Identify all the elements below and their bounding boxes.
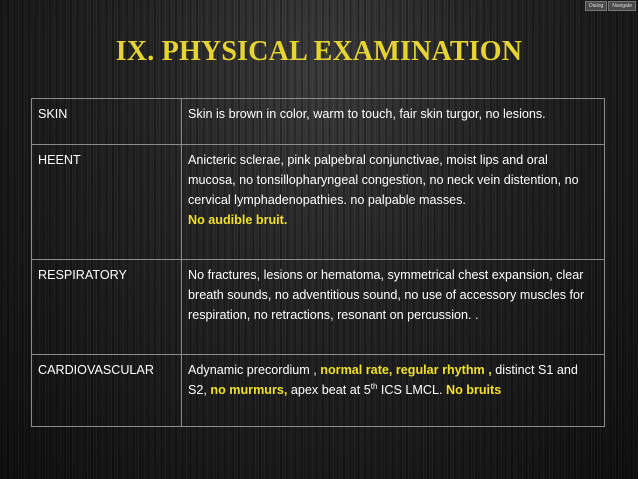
cv-text-part2: distinct S1 and S2, <box>188 363 578 397</box>
cv-text-part3: apex beat at 5 <box>290 383 371 397</box>
highlight-rate-rhythm: normal rate, regular rhythm , <box>320 363 492 377</box>
row-label-cardiovascular: CARDIOVASCULAR <box>32 355 182 427</box>
row-label-heent: HEENT <box>32 145 182 260</box>
superscript-th: th <box>370 381 378 391</box>
examination-table <box>31 98 605 427</box>
row-text-heent: Anicteric sclerae, pink palpebral conjunctivae, moist lips and oral mucosa, no tonsillopharyngeal congestion, no neck vein distention, no cervical lymphadenopathies. no palpable masses. <box>188 153 579 207</box>
slide-toolbar <box>585 1 636 11</box>
row-text-respiratory: No fractures, lesions or hematoma, symmetrical chest expansion, clear breath sounds, no adventitious sound, no use of accessory muscles for respiration, no retractions, resonant on percussion. . <box>182 260 605 355</box>
row-cell-heent <box>182 145 605 260</box>
dialog-button[interactable]: Dialog <box>585 1 607 11</box>
table-row <box>32 260 605 355</box>
highlight-no-murmurs: no murmurs, <box>210 383 288 397</box>
cv-text-part1: Adynamic precordium , <box>188 363 317 377</box>
table-row <box>32 99 605 145</box>
cv-text-part4: ICS LMCL. <box>380 383 443 397</box>
table-row <box>32 145 605 260</box>
navigate-button[interactable]: Navigate <box>608 1 636 11</box>
row-cell-cardiovascular <box>182 355 605 427</box>
slide-title: IX. PHYSICAL EXAMINATION <box>115 36 523 67</box>
row-label-skin: SKIN <box>32 99 182 145</box>
row-label-respiratory: RESPIRATORY <box>32 260 182 355</box>
highlight-no-bruits: No bruits <box>445 383 502 397</box>
highlight-no-audible-bruit: No audible bruit. <box>188 213 288 227</box>
table-row <box>32 355 605 427</box>
row-text-skin: Skin is brown in color, warm to touch, fair skin turgor, no lesions. <box>182 99 605 145</box>
